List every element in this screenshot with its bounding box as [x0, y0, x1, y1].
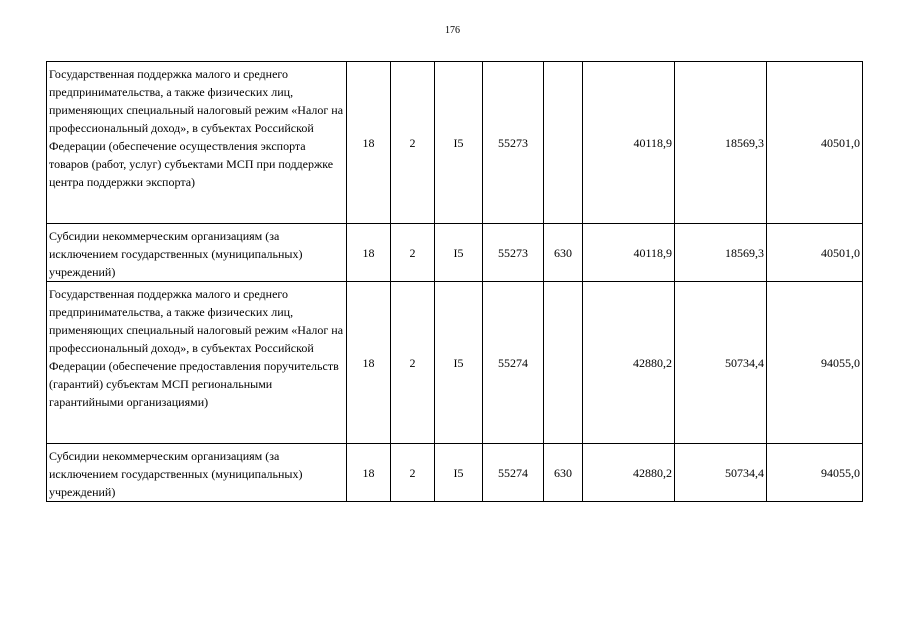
table-row — [47, 224, 863, 282]
amount-1: 42880,2 — [583, 282, 675, 444]
budget-table — [46, 61, 863, 502]
target-code: 55273 — [483, 62, 544, 224]
row-name: Государственная поддержка малого и среднего предпринимательства, а также физических лиц, применяющих специальный налоговый режим «Налог на профессиональный доход», в субъектах Российской Федерации (обеспечение осуществления экспорта товаров (работ, услуг) субъектами МСП при поддержке центра поддержки экспорта) — [47, 62, 347, 224]
amount-3: 40501,0 — [767, 224, 863, 282]
section-code: 2 — [391, 62, 435, 224]
program-code: I5 — [435, 62, 483, 224]
page-number: 176 — [445, 25, 460, 36]
expense-type-code: 630 — [544, 444, 583, 502]
target-code: 55274 — [483, 282, 544, 444]
section-code: 2 — [391, 224, 435, 282]
row-name: Субсидии некоммерческим организациям (за исключением государственных (муниципальных) учреждений) — [47, 444, 347, 502]
ministry-code: 18 — [347, 444, 391, 502]
amount-1: 40118,9 — [583, 224, 675, 282]
ministry-code: 18 — [347, 282, 391, 444]
expense-type-code: 630 — [544, 224, 583, 282]
table-row — [47, 282, 863, 444]
amount-2: 50734,4 — [675, 444, 767, 502]
table-row — [47, 444, 863, 502]
program-code: I5 — [435, 444, 483, 502]
program-code: I5 — [435, 282, 483, 444]
amount-2: 18569,3 — [675, 62, 767, 224]
amount-3: 40501,0 — [767, 62, 863, 224]
ministry-code: 18 — [347, 62, 391, 224]
ministry-code: 18 — [347, 224, 391, 282]
row-name: Государственная поддержка малого и среднего предпринимательства, а также физических лиц, применяющих специальный налоговый режим «Налог на профессиональный доход», в субъектах Российской Федерации (обеспечение предоставления поручительств (гарантий) субъектам МСП региональными гарантийными организациями) — [47, 282, 347, 444]
row-name: Субсидии некоммерческим организациям (за исключением государственных (муниципальных) учреждений) — [47, 224, 347, 282]
amount-3: 94055,0 — [767, 444, 863, 502]
expense-type-code — [544, 62, 583, 224]
amount-1: 40118,9 — [583, 62, 675, 224]
amount-1: 42880,2 — [583, 444, 675, 502]
section-code: 2 — [391, 444, 435, 502]
program-code: I5 — [435, 224, 483, 282]
expense-type-code — [544, 282, 583, 444]
section-code: 2 — [391, 282, 435, 444]
amount-3: 94055,0 — [767, 282, 863, 444]
target-code: 55274 — [483, 444, 544, 502]
amount-2: 50734,4 — [675, 282, 767, 444]
table-row — [47, 62, 863, 224]
target-code: 55273 — [483, 224, 544, 282]
amount-2: 18569,3 — [675, 224, 767, 282]
